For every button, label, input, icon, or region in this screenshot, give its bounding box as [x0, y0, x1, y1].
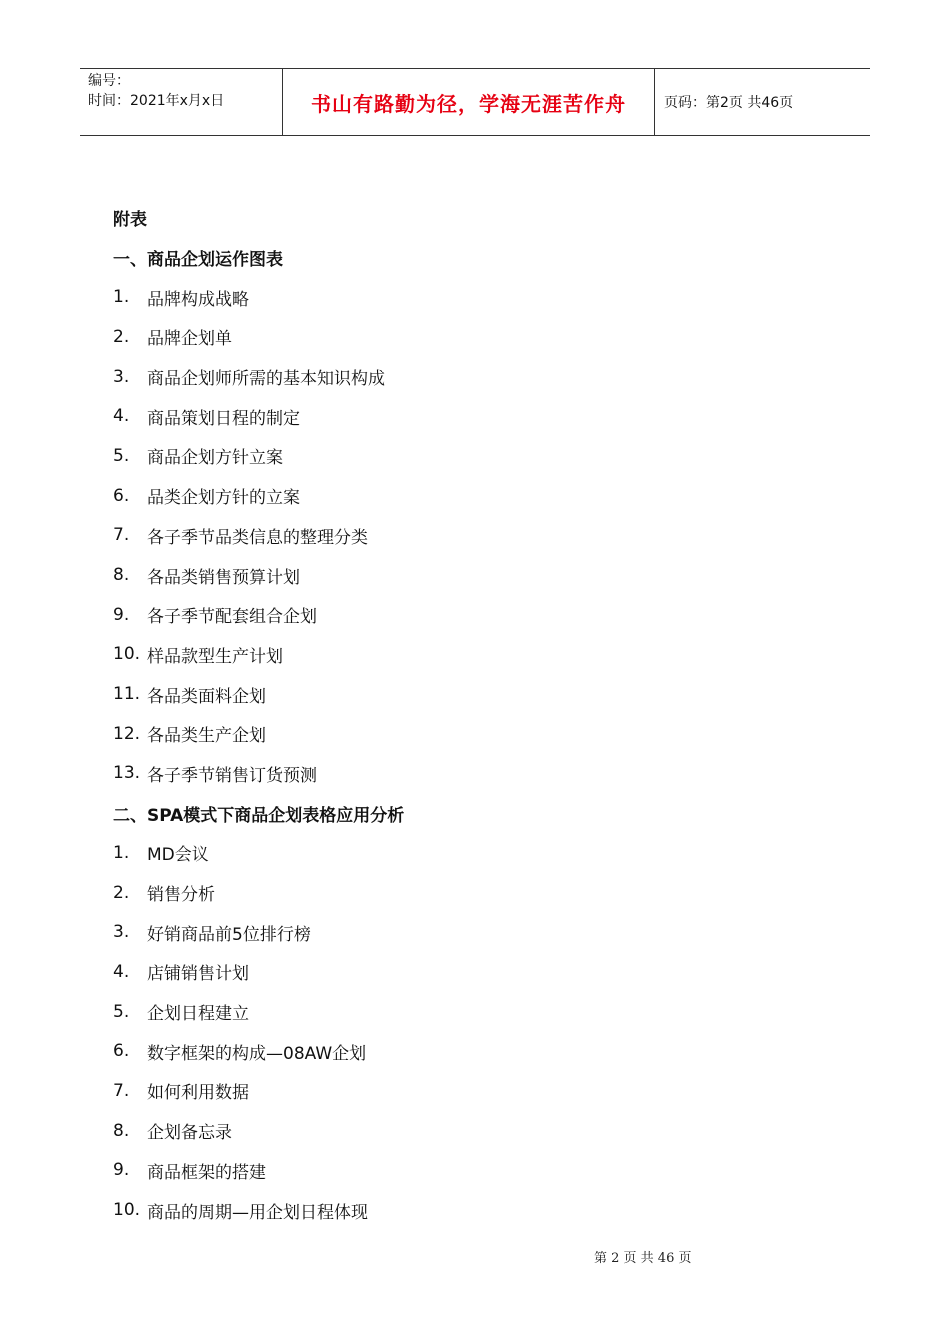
list-item-number: 12.	[113, 723, 141, 744]
list-item-text: 商品企划师所需的基本知识构成	[147, 369, 385, 390]
list-item-number: 3.	[113, 922, 130, 943]
list-item-number: 1.	[113, 842, 130, 863]
list-item-text: 商品框架的搭建	[147, 1162, 266, 1183]
list-item	[113, 674, 813, 714]
list-item-text: 企划备忘录	[147, 1123, 232, 1144]
list-item	[113, 317, 813, 357]
list-item-number: 8.	[113, 565, 130, 586]
list-item	[113, 873, 813, 913]
list-item-text: 各子季节配套组合企划	[147, 607, 317, 628]
section2-heading: 二、SPA模式下商品企划表格应用分析	[113, 805, 405, 826]
list-item-number: 10.	[113, 1200, 141, 1221]
list-item-text: 样品款型生产计划	[147, 646, 283, 667]
list-item-number: 4.	[113, 406, 130, 427]
list-item-number: 3.	[113, 366, 130, 387]
list-item-number: 6.	[113, 1041, 130, 1062]
list-item	[113, 436, 813, 476]
list-item-text: MD会议	[147, 845, 209, 866]
list-item-text: 品牌企划单	[147, 329, 232, 350]
list-item	[113, 952, 813, 992]
list-item	[113, 754, 813, 794]
header-meta	[80, 69, 282, 135]
header-motto: 书山有路勤为径，学海无涯苦作舟	[282, 69, 655, 135]
header-number-label: 编号：	[88, 73, 130, 89]
section1-heading: 一、商品企划运作图表	[113, 250, 283, 271]
list-item-text: 销售分析	[147, 885, 215, 906]
list-item-text: 品牌构成战略	[147, 289, 249, 310]
list-item-text: 商品策划日程的制定	[147, 408, 300, 429]
list-item-number: 9.	[113, 604, 130, 625]
list-item-text: 店铺销售计划	[147, 964, 249, 985]
list-item-number: 9.	[113, 1160, 130, 1181]
list-item-number: 7.	[113, 525, 130, 546]
list-item-text: 商品的周期—用企划日程体现	[147, 1202, 368, 1223]
list-item-text: 数字框架的构成—08AW企划	[147, 1043, 367, 1064]
list-item-text: 企划日程建立	[147, 1004, 249, 1025]
list-item-number: 7.	[113, 1080, 130, 1101]
list-item	[113, 516, 813, 556]
list-item-text: 各品类面料企划	[147, 686, 266, 707]
list-item-number: 10.	[113, 644, 141, 665]
list-item-text: 各品类生产企划	[147, 726, 266, 747]
list-item-text: 品类企划方针的立案	[147, 488, 300, 509]
list-item	[113, 833, 813, 873]
list-item-number: 1.	[113, 287, 130, 308]
list-item	[113, 357, 813, 397]
list-item-text: 如何利用数据	[147, 1083, 249, 1104]
list-item	[113, 714, 813, 754]
list-item-text: 各子季节品类信息的整理分类	[147, 527, 368, 548]
section1-list	[113, 277, 813, 793]
header-page-info: 页码：第2页 共46页	[664, 95, 794, 111]
header-time-label: 时间：2021年x月x日	[88, 93, 225, 109]
list-item	[113, 1031, 813, 1071]
list-item-number: 5.	[113, 1001, 130, 1022]
list-item-number: 4.	[113, 961, 130, 982]
list-item	[113, 396, 813, 436]
list-item	[113, 635, 813, 675]
list-item-number: 8.	[113, 1120, 130, 1141]
list-item-text: 各品类销售预算计划	[147, 567, 300, 588]
list-item-number: 5.	[113, 445, 130, 466]
list-item	[113, 595, 813, 635]
list-item	[113, 912, 813, 952]
list-item	[113, 1111, 813, 1151]
list-item-text: 好销商品前5位排行榜	[147, 924, 311, 945]
list-item	[113, 1190, 813, 1230]
list-item-number: 11.	[113, 684, 141, 705]
document-body	[113, 198, 813, 1230]
list-item-text: 各子季节销售订货预测	[147, 765, 317, 786]
list-item-number: 2.	[113, 326, 130, 347]
list-item-number: 2.	[113, 882, 130, 903]
list-item	[113, 1151, 813, 1191]
list-item	[113, 555, 813, 595]
list-item	[113, 1071, 813, 1111]
page-header	[80, 68, 870, 136]
list-item	[113, 277, 813, 317]
list-item-number: 13.	[113, 763, 141, 784]
document-title: 附表	[113, 210, 147, 231]
footer-page-number: 第 2 页 共 46 页	[594, 1251, 692, 1266]
list-item-text: 商品企划方针立案	[147, 448, 283, 469]
list-item	[113, 992, 813, 1032]
list-item	[113, 476, 813, 516]
section2-list	[113, 833, 813, 1230]
list-item-number: 6.	[113, 485, 130, 506]
